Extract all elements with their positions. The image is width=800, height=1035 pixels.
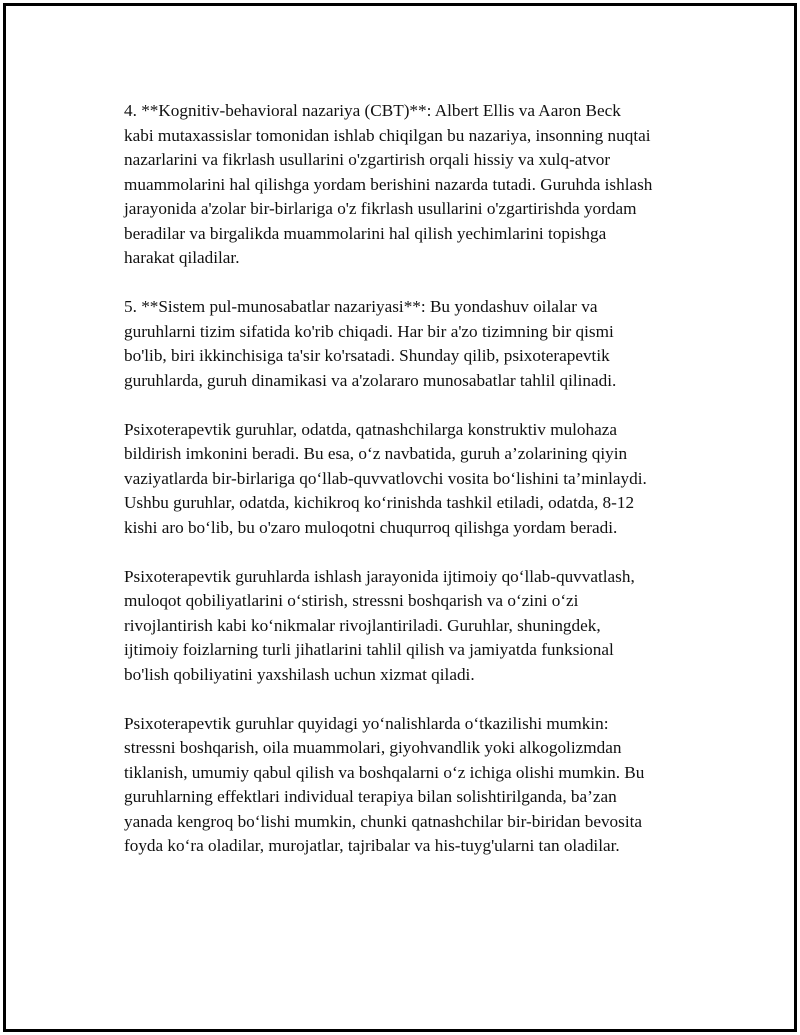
- document-body: [124, 99, 704, 883]
- paragraph-group-feedback: Psixoterapevtik guruhlar, odatda, qatnashchilarga konstruktiv mulohaza bildirish imkonini beradi. Bu esa, o‘z navbatida, guruh a’zolarining qiyin vaziyatlarda bir-birlariga qo‘llab-quvvatlovchi vosita bo‘lishini ta’minlaydi. Ushbu guruhlar, odatda, kichikroq ko‘rinishda tashkil etiladi, odatda, 8-12 kishi aro bo‘lib, bu o'zaro muloqotni chuqurroq qilishga yordam beradi.: [124, 419, 647, 537]
- paragraph-group-directions: Psixoterapevtik guruhlar quyidagi yo‘nalishlarda o‘tkazilishi mumkin: stressni boshqarish, oila muammolari, giyohvandlik yoki alkogolizmdan tiklanish, umumiy qabul qilish va boshqalarni o‘z ichiga olishi mumkin. Bu guruhlarning effektlari individual terapiya bilan solishtirilganda, ba’zan yanada kengroq bo‘lishi mumkin, chunki qatnashchilar bir-biridan bevosita foyda ko‘ra oladilar, murojatlar, tajribalar va his-tuyg'ularni tan oladilar.: [124, 713, 645, 855]
- page-border: [3, 3, 797, 1032]
- paragraph-systems-theory: 5. **Sistem pul-munosabatlar nazariyasi**: Bu yondashuv oilalar va guruhlarni tizim sifatida ko'rib chiqadi. Har bir a'zo tizimning bir qismi bo'lib, biri ikkinchisiga ta'sir ko'rsatadi. Shunday qilib, psixoterapevtik guruhlarda, guruh dinamikasi va a'zolararo munosabatlar tahlil qilinadi.: [124, 297, 617, 390]
- paragraph-group-skills: Psixoterapevtik guruhlarda ishlash jarayonida ijtimoiy qo‘llab-quvvatlash, muloqot qobiliyatlarini o‘stirish, stressni boshqarish va o‘zini o‘zi rivojlantirish kabi ko‘nikmalar rivojlantiriladi. Guruhlar, shuningdek, ijtimoiy foizlarning turli jihatlarini tahlil qilish va jamiyatda funksional bo'lish qobiliyatini yaxshilash uchun xizmat qiladi.: [124, 566, 635, 684]
- paragraph-cbt-theory: 4. **Kognitiv-behavioral nazariya (CBT)**: Albert Ellis va Aaron Beck kabi mutaxassislar tomonidan ishlab chiqilgan bu nazariya, insonning nuqtai nazarlarini va fikrlash usullarini o'zgartirish orqali hissiy va xulq-atvor muammolarini hal qilishga yordam berishini nazarda tutadi. Guruhda ishlash jarayonida a'zolar bir-birlariga o'z fikrlash usullarini o'zgartirishda yordam beradilar va birgalikda muammolarini hal qilish yechimlarini topishga harakat qiladilar.: [124, 101, 653, 267]
